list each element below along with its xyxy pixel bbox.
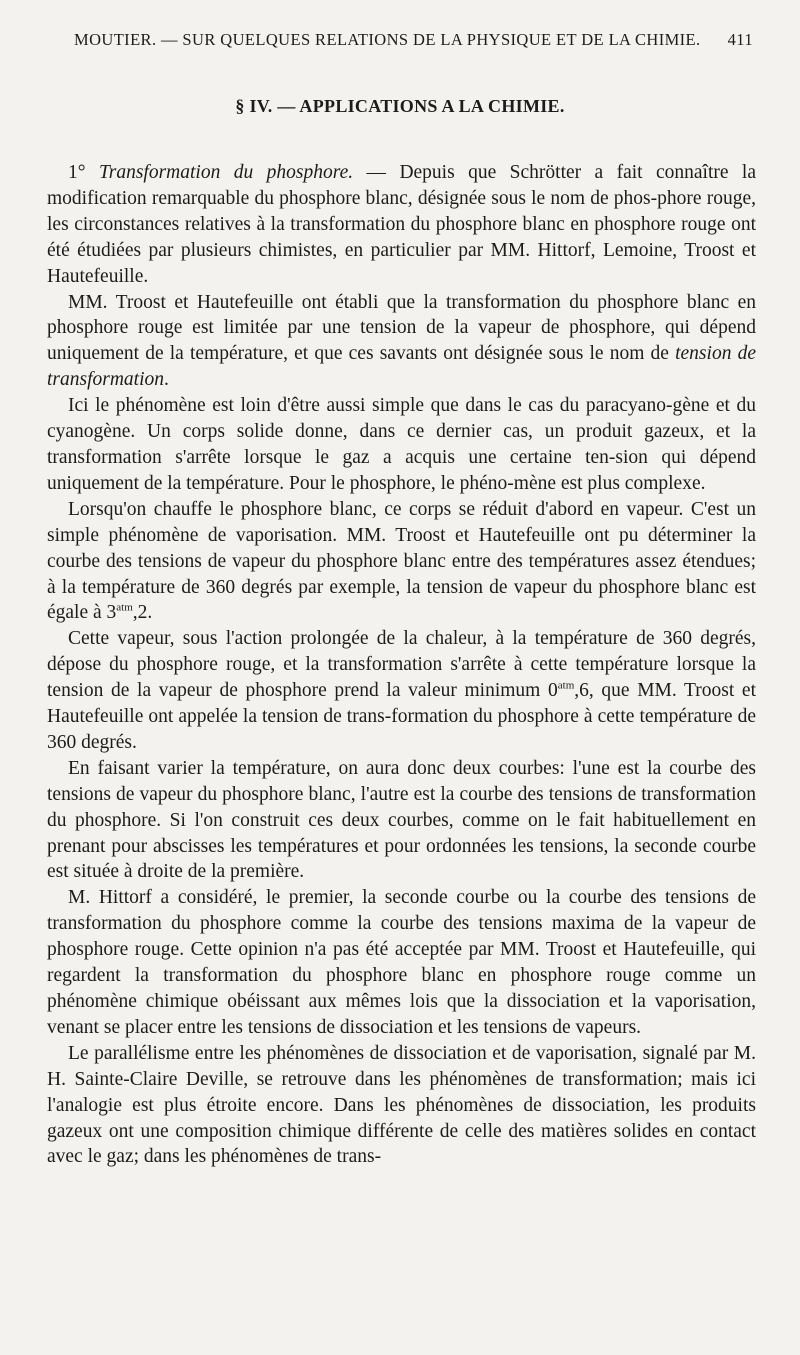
paragraph: Le parallélisme entre les phénomènes de dissociation et de vaporisation, signalé par M. H. Sainte-Claire Deville, se retrouve dans les phénomènes de transformation; mais ici l'analogie est plus étroite encore. Dans les phénomènes de dissociation, les produits gazeux ont une composition chimique différente de celle des matières solides en contact avec le gaz; dans les phénomènes de trans-	[47, 1042, 756, 1168]
paragraph: Lorsqu'on chauffe le phosphore blanc, ce corps se réduit d'abord en vapeur. C'est un simple phénomène de vaporisation. MM. Troost et Hautefeuille ont pu déterminer la courbe des tensions de vapeur du phosphore blanc entre des températures assez étendues; à la température de 360 degrés par exemple, la tension de vapeur du phosphore blanc est égale à $3^{atm},2$.	[47, 498, 756, 624]
running-title: MOUTIER. — SUR QUELQUES RELATIONS DE LA PHYSIQUE ET DE LA CHIMIE.	[74, 30, 701, 49]
page-number: 411	[727, 30, 753, 49]
paragraph: M. Hittorf a considéré, le premier, la seconde courbe ou la courbe des tensions de transformation du phosphore comme la courbe des tensions maxima de la vapeur de phosphore rouge. Cette opinion n'a pas été acceptée par MM. Troost et Hautefeuille, qui regardent la transformation du phosphore blanc en phosphore rouge comme un phénomène chimique obéissant aux mêmes lois que la dissociation et la vaporisation, venant se placer entre les tensions de dissociation et les tensions de vapeurs.	[47, 887, 756, 1038]
paragraph: MM. Troost et Hautefeuille ont établi que la transformation du phosphore blanc en phosphore rouge est limitée par une tension de la vapeur de phosphore, qui dépend uniquement de la température, et que ces savants ont désignée sous le nom de tension de transformation.	[47, 291, 756, 391]
section-title: § IV. — APPLICATIONS A LA CHIMIE.	[235, 96, 565, 116]
body-text	[47, 160, 756, 1170]
paragraph: En faisant varier la température, on aura donc deux courbes: l'une est la courbe des tensions de vapeur du phosphore blanc, l'autre est la courbe des tensions de transformation du phosphore. Si l'on construit ces deux courbes, comme on le fait habituellement en prenant pour abscisses les températures et pour ordonnées les tensions, la seconde courbe est située à droite de la première.	[47, 757, 756, 883]
paragraph: Cette vapeur, sous l'action prolongée de la chaleur, à la température de 360 degrés, dépose du phosphore rouge, et la transformation s'arrête à cette température lorsque la tension de la vapeur de phosphore prend la valeur minimum $0^{atm},6$, que MM. Troost et Hautefeuille ont appelée la tension de trans-formation du phosphore à cette température de 360 degrés.	[47, 628, 756, 753]
paragraph: Ici le phénomène est loin d'être aussi simple que dans le cas du paracyano-gène et du cyanogène. Un corps solide donne, dans ce dernier cas, un produit gazeux, et la transformation s'arrête lorsque le gaz a acquis une certaine ten-sion qui dépend uniquement de la température. Pour le phosphore, le phéno-mène est plus complexe.	[47, 395, 756, 494]
paragraph: 1° Transformation du phosphore. — Depuis que Schrötter a fait connaître la modification remarquable du phosphore blanc, désignée sous le nom de phos-phore rouge, les circonstances relatives à la transformation du phosphore blanc en phosphore rouge ont été étudiées par plusieurs chimistes, en particulier par MM. Hittorf, Lemoine, Troost et Hautefeuille.	[47, 162, 757, 287]
running-header	[74, 30, 753, 50]
